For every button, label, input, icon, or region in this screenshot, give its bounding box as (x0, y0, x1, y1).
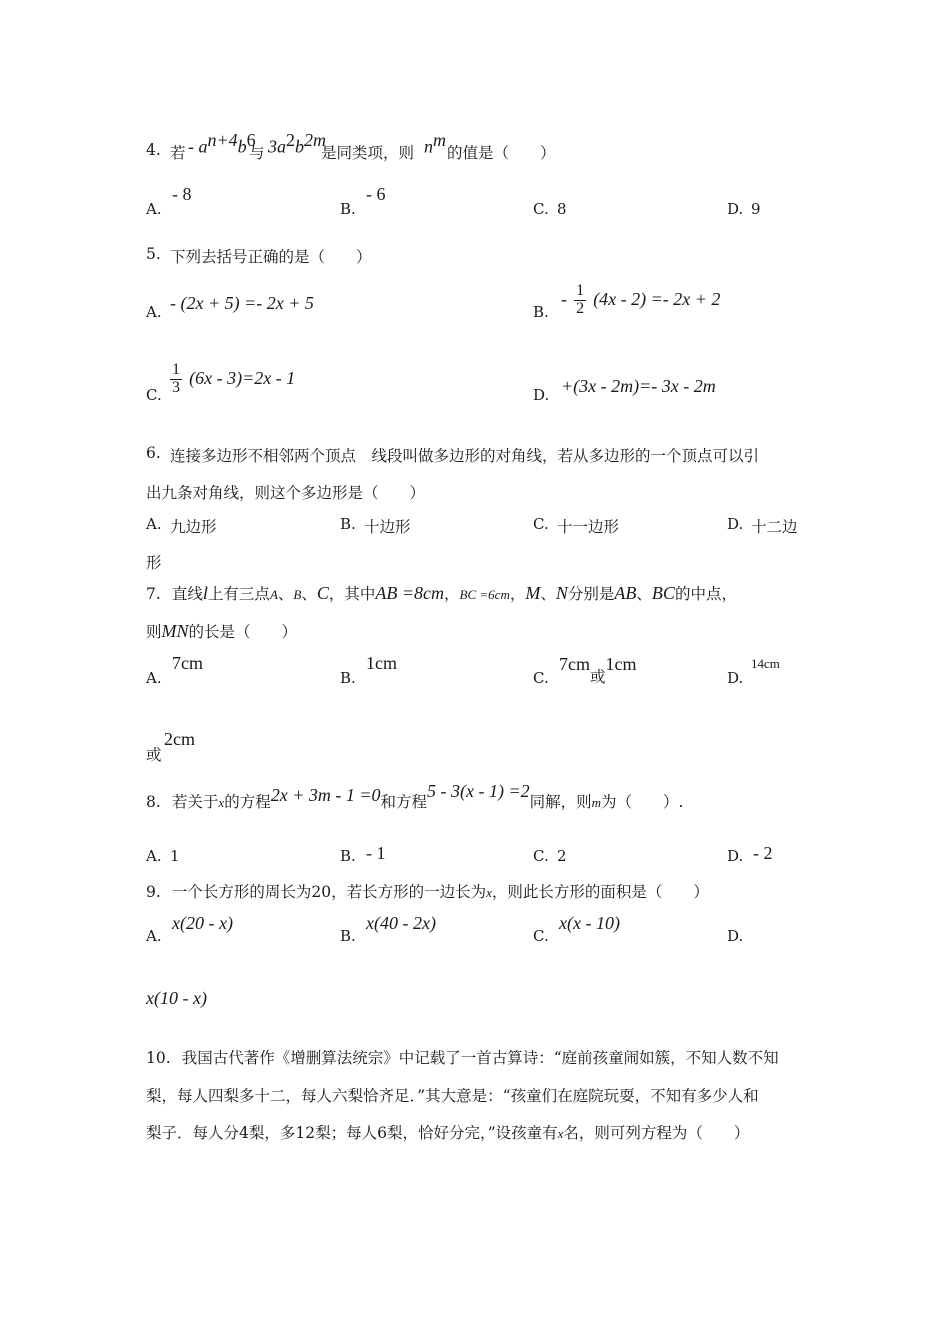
option-c-label: C. (533, 515, 549, 533)
option-b-value: - 1 (366, 843, 386, 863)
option-d-label: D. (727, 669, 744, 687)
question-text: 下列去括号正确的是（ ） (170, 248, 372, 266)
question-text: 若 (170, 144, 186, 162)
question-text: 9. 一个长方形的周长为20，若长方形的一边长为x，则此长方形的面积是（ ） (146, 883, 709, 901)
option-a-value: 九边形 (170, 518, 217, 536)
option-d-label: D. (727, 847, 744, 865)
question-text: 8. 若关于x的方程2x + 3m - 1 =0和方程5 - 3(x - 1) =2同解，则m为（ ）. (146, 781, 684, 811)
option-c-label: C. (533, 200, 549, 218)
option-a-label: A. (146, 303, 162, 321)
math-expression: - $a^{n+4}b^6$ (188, 130, 256, 157)
option-c-label: C. (533, 669, 549, 687)
option-b-label: B. (340, 927, 356, 945)
option-d-value: +(3x - 2m)=- 3x - 2m (561, 376, 716, 396)
option-d-label: D. (727, 927, 744, 945)
option-d-label: D. (727, 200, 744, 218)
option-b-label: B. (340, 515, 356, 533)
option-b-value: - $\frac{1}{2}$ (4x - 2) =- 2x + 2 (561, 282, 721, 317)
option-a-value: - (2x + 5) =- 2x + 5 (170, 293, 314, 313)
option-c-value: $\frac{1}{3}$ (6x - 3)=2x - 1 (172, 361, 296, 396)
option-c-value: 2 (557, 847, 567, 865)
option-c-value: 7cm或1cm (559, 654, 637, 686)
option-d-value-2: 2cm (164, 729, 195, 749)
option-b-value: 十边形 (364, 518, 411, 536)
math-expression: $3a^2b^{2m}$ (268, 130, 326, 157)
question-text-line-1: 7. 直线l上有三点A、B、C，其中AB =8cm，BC =6cm，M、N分别是AB、BC的中点， (146, 583, 737, 603)
option-a-label: A. (146, 847, 162, 865)
option-d-label: D. (533, 386, 550, 404)
math-expression: $n^m$ (424, 130, 446, 157)
question-text-line-1: 10. 我国古代著作《增删算法统宗》中记载了一首古算诗：“庭前孩童闹如簇，不知人数不知 (146, 1049, 779, 1067)
option-d-value: - 2 (753, 843, 773, 863)
option-c-value: 8 (557, 200, 567, 218)
option-b-value: x(40 - 2x) (366, 913, 436, 933)
option-d-value: 9 (751, 200, 761, 218)
option-b-value: 1cm (366, 653, 397, 673)
question-number: 5. (146, 245, 161, 263)
option-a-label: A. (146, 669, 162, 687)
option-c-label: C. (533, 927, 549, 945)
question-text: 与 (249, 144, 265, 162)
question-text-line-2: 梨，每人四梨多十二，每人六梨恰齐足．”其大意是：“孩童们在庭院玩耍，不知有多少人和 (146, 1087, 759, 1105)
option-a-label: A. (146, 200, 162, 218)
option-b-label: B. (340, 847, 356, 865)
option-c-label: C. (533, 847, 549, 865)
option-b-label: B. (340, 669, 356, 687)
option-d-value: 14cm (751, 656, 780, 671)
option-d-label: D. (727, 515, 744, 533)
question-text-line-3: 梨子．每人分4梨，多12梨；每人6梨，恰好分完，”设孩童有x名，则可列方程为（ ） (146, 1124, 750, 1142)
option-b-value: - 6 (366, 184, 386, 204)
question-text-line-2: 则MN的长是（ ） (146, 621, 298, 641)
question-text-line-2: 出九条对角线，则这个多边形是（ ） (146, 484, 426, 502)
option-d-value: 十二边 (751, 518, 798, 536)
option-d-value: x(10 - x) (146, 988, 207, 1008)
question-text: 的值是（ ） (447, 144, 556, 162)
question-number: 4. (146, 141, 161, 159)
option-d-or: 或 (146, 746, 162, 764)
question-number: 6. (146, 444, 161, 462)
option-a-value: x(20 - x) (172, 913, 233, 933)
option-c-value: x(x - 10) (559, 913, 620, 933)
question-text: 是同类项，则 (321, 144, 415, 162)
option-a-value: 7cm (172, 653, 203, 673)
option-a-value: 1 (170, 847, 180, 865)
option-a-label: A. (146, 515, 162, 533)
option-b-label: B. (340, 200, 356, 218)
option-a-value: - 8 (172, 184, 192, 204)
option-c-label: C. (146, 386, 162, 404)
option-b-label: B. (533, 303, 549, 321)
option-a-label: A. (146, 927, 162, 945)
option-d-value-wrap: 形 (146, 554, 162, 572)
question-text-line-1: 连接多边形不相邻两个顶点 线段叫做多边形的对角线，若从多边形的一个顶点可以引 (170, 447, 760, 465)
option-c-value: 十一边形 (557, 518, 620, 536)
